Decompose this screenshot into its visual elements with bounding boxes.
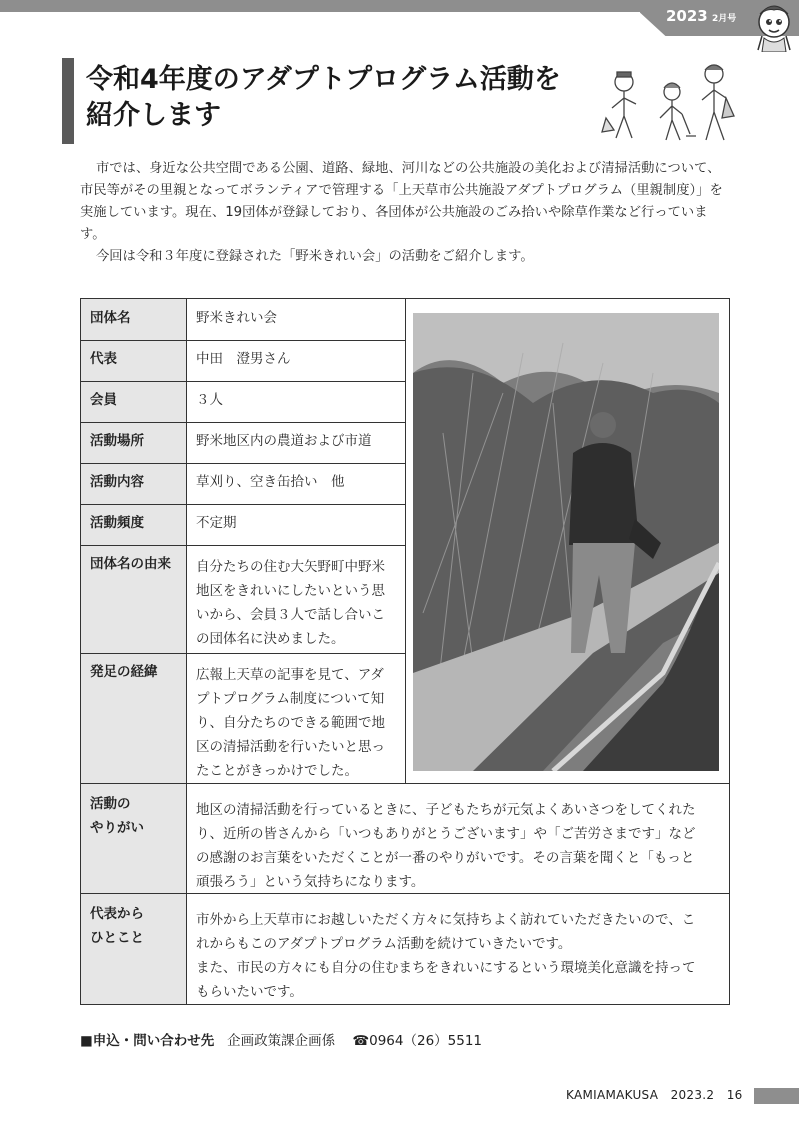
title-line-1: 令和4年度のアダプトプログラム活動を (86, 64, 561, 95)
page-title (86, 62, 561, 134)
title-line-2: 紹介します (86, 100, 221, 131)
value-members: ３人 (196, 392, 223, 408)
row-divider (81, 783, 729, 784)
page-footer (566, 1088, 743, 1102)
value-representative: 中田 澄男さん (196, 351, 291, 367)
contact-department: 企画政策課企画係 (227, 1033, 336, 1049)
reward-line: 頑張ろう」という気持ちになります。 (196, 874, 425, 890)
message-line: 市外から上天草市にお越しいただく方々に気持ちよく訪れていただきたいので、こ (196, 912, 696, 928)
label-message (81, 893, 187, 1004)
label-representative: 代表 (81, 340, 187, 381)
contact-label: ■申込・問い合わせ先 (80, 1033, 215, 1049)
origin-line: の団体名に決めました。 (196, 631, 345, 647)
label-activity-content: 活動内容 (81, 463, 187, 504)
reward-line: り、近所の皆さんから「いつもありがとうございます」や「ご苦労さまです」など (196, 826, 696, 842)
origin-line: いから、会員３人で話し合いこ (196, 607, 385, 623)
message-line: れからもこのアダプトプログラム活動を続けていきたいです。 (196, 936, 572, 952)
row-divider (81, 340, 405, 341)
label-activity-location: 活動場所 (81, 422, 187, 463)
mascot-icon (750, 0, 798, 52)
header-band (0, 0, 660, 12)
background-line: プトプログラム制度について知 (196, 691, 385, 707)
label-members: 会員 (81, 381, 187, 422)
label-name-origin: 団体名の由来 (81, 545, 187, 653)
row-divider (81, 653, 405, 654)
value-activity-content: 草刈り、空き缶拾い 他 (196, 474, 345, 490)
value-name-origin (187, 548, 394, 658)
value-group-name: 野米きれい会 (196, 310, 277, 326)
background-line: たことがきっかけでした。 (196, 763, 358, 779)
intro-paragraph-2: 今回は令和３年度に登録された「野米きれい会」の活動をご紹介します。 (95, 249, 534, 264)
activity-photo (413, 313, 719, 771)
label-rewarding (81, 783, 187, 893)
value-message (187, 901, 731, 1011)
row-divider (81, 545, 405, 546)
footer-page-number: 16 (726, 1088, 743, 1102)
title-accent-bar (62, 58, 74, 144)
column-divider (405, 299, 406, 783)
label-group-name: 団体名 (81, 299, 187, 340)
row-divider (81, 422, 405, 423)
contact-phone: ☎0964（26）5511 (352, 1033, 483, 1049)
footer-bar (754, 1088, 799, 1104)
volunteers-illustration (594, 56, 744, 148)
origin-line: 地区をきれいにしたいという思 (196, 583, 385, 599)
value-founding-background (187, 656, 394, 790)
label-activity-frequency: 活動頻度 (81, 504, 187, 545)
label-founding-background: 発足の経緯 (81, 653, 187, 783)
value-activity-location: 野米地区内の農道および市道 (196, 433, 372, 449)
reward-label-line: やりがい (90, 820, 144, 836)
footer-publication: KAMIAMAKUSA (566, 1088, 659, 1102)
message-line: また、市民の方々にも自分の住むまちをきれいにするという環境美化意識を持って (196, 960, 696, 976)
background-line: 区の清掃活動を行いたいと思っ (196, 739, 385, 755)
background-line: 広報上天草の記事を見て、アダ (196, 667, 384, 683)
reward-line: 地区の清掃活動を行っているときに、子どもたちが元気よくあいさつをしてくれた (196, 802, 696, 818)
origin-line: 自分たちの住む大矢野町中野米 (196, 559, 385, 575)
reward-line: の感謝のお言葉をいただくことが一番のやりがいです。その言葉を聞くと「もっと (196, 850, 695, 866)
row-divider (81, 463, 405, 464)
issue-year: 2023 (666, 7, 708, 25)
background-line: り、自分たちのできる範囲で地 (196, 715, 385, 731)
contact-info (80, 1029, 482, 1049)
row-divider (81, 893, 729, 894)
footer-issue: 2023.2 (670, 1088, 715, 1102)
message-line: もらいたいです。 (196, 984, 303, 1000)
intro-text (80, 158, 730, 268)
value-rewarding (187, 791, 731, 901)
message-label-line: ひとこと (90, 930, 144, 946)
intro-paragraph-1: 市では、身近な公共空間である公園、道路、緑地、河川などの公共施設の美化および清掃活動について、市民等がその里親となってボランティアで管理する「上天草市公共施設アダプトプログラム（里親制度）」を実施しています。現在、19団体が登録しており、各団体が公共施設のごみ拾いや除草作業など行っています。 (80, 161, 723, 242)
row-divider (81, 504, 405, 505)
value-activity-frequency: 不定期 (196, 515, 237, 531)
issue-month: 2月号 (712, 14, 737, 24)
message-label-line: 代表から (90, 906, 144, 922)
organization-info-table (80, 298, 730, 1005)
row-divider (81, 381, 405, 382)
reward-label-line: 活動の (90, 796, 131, 812)
